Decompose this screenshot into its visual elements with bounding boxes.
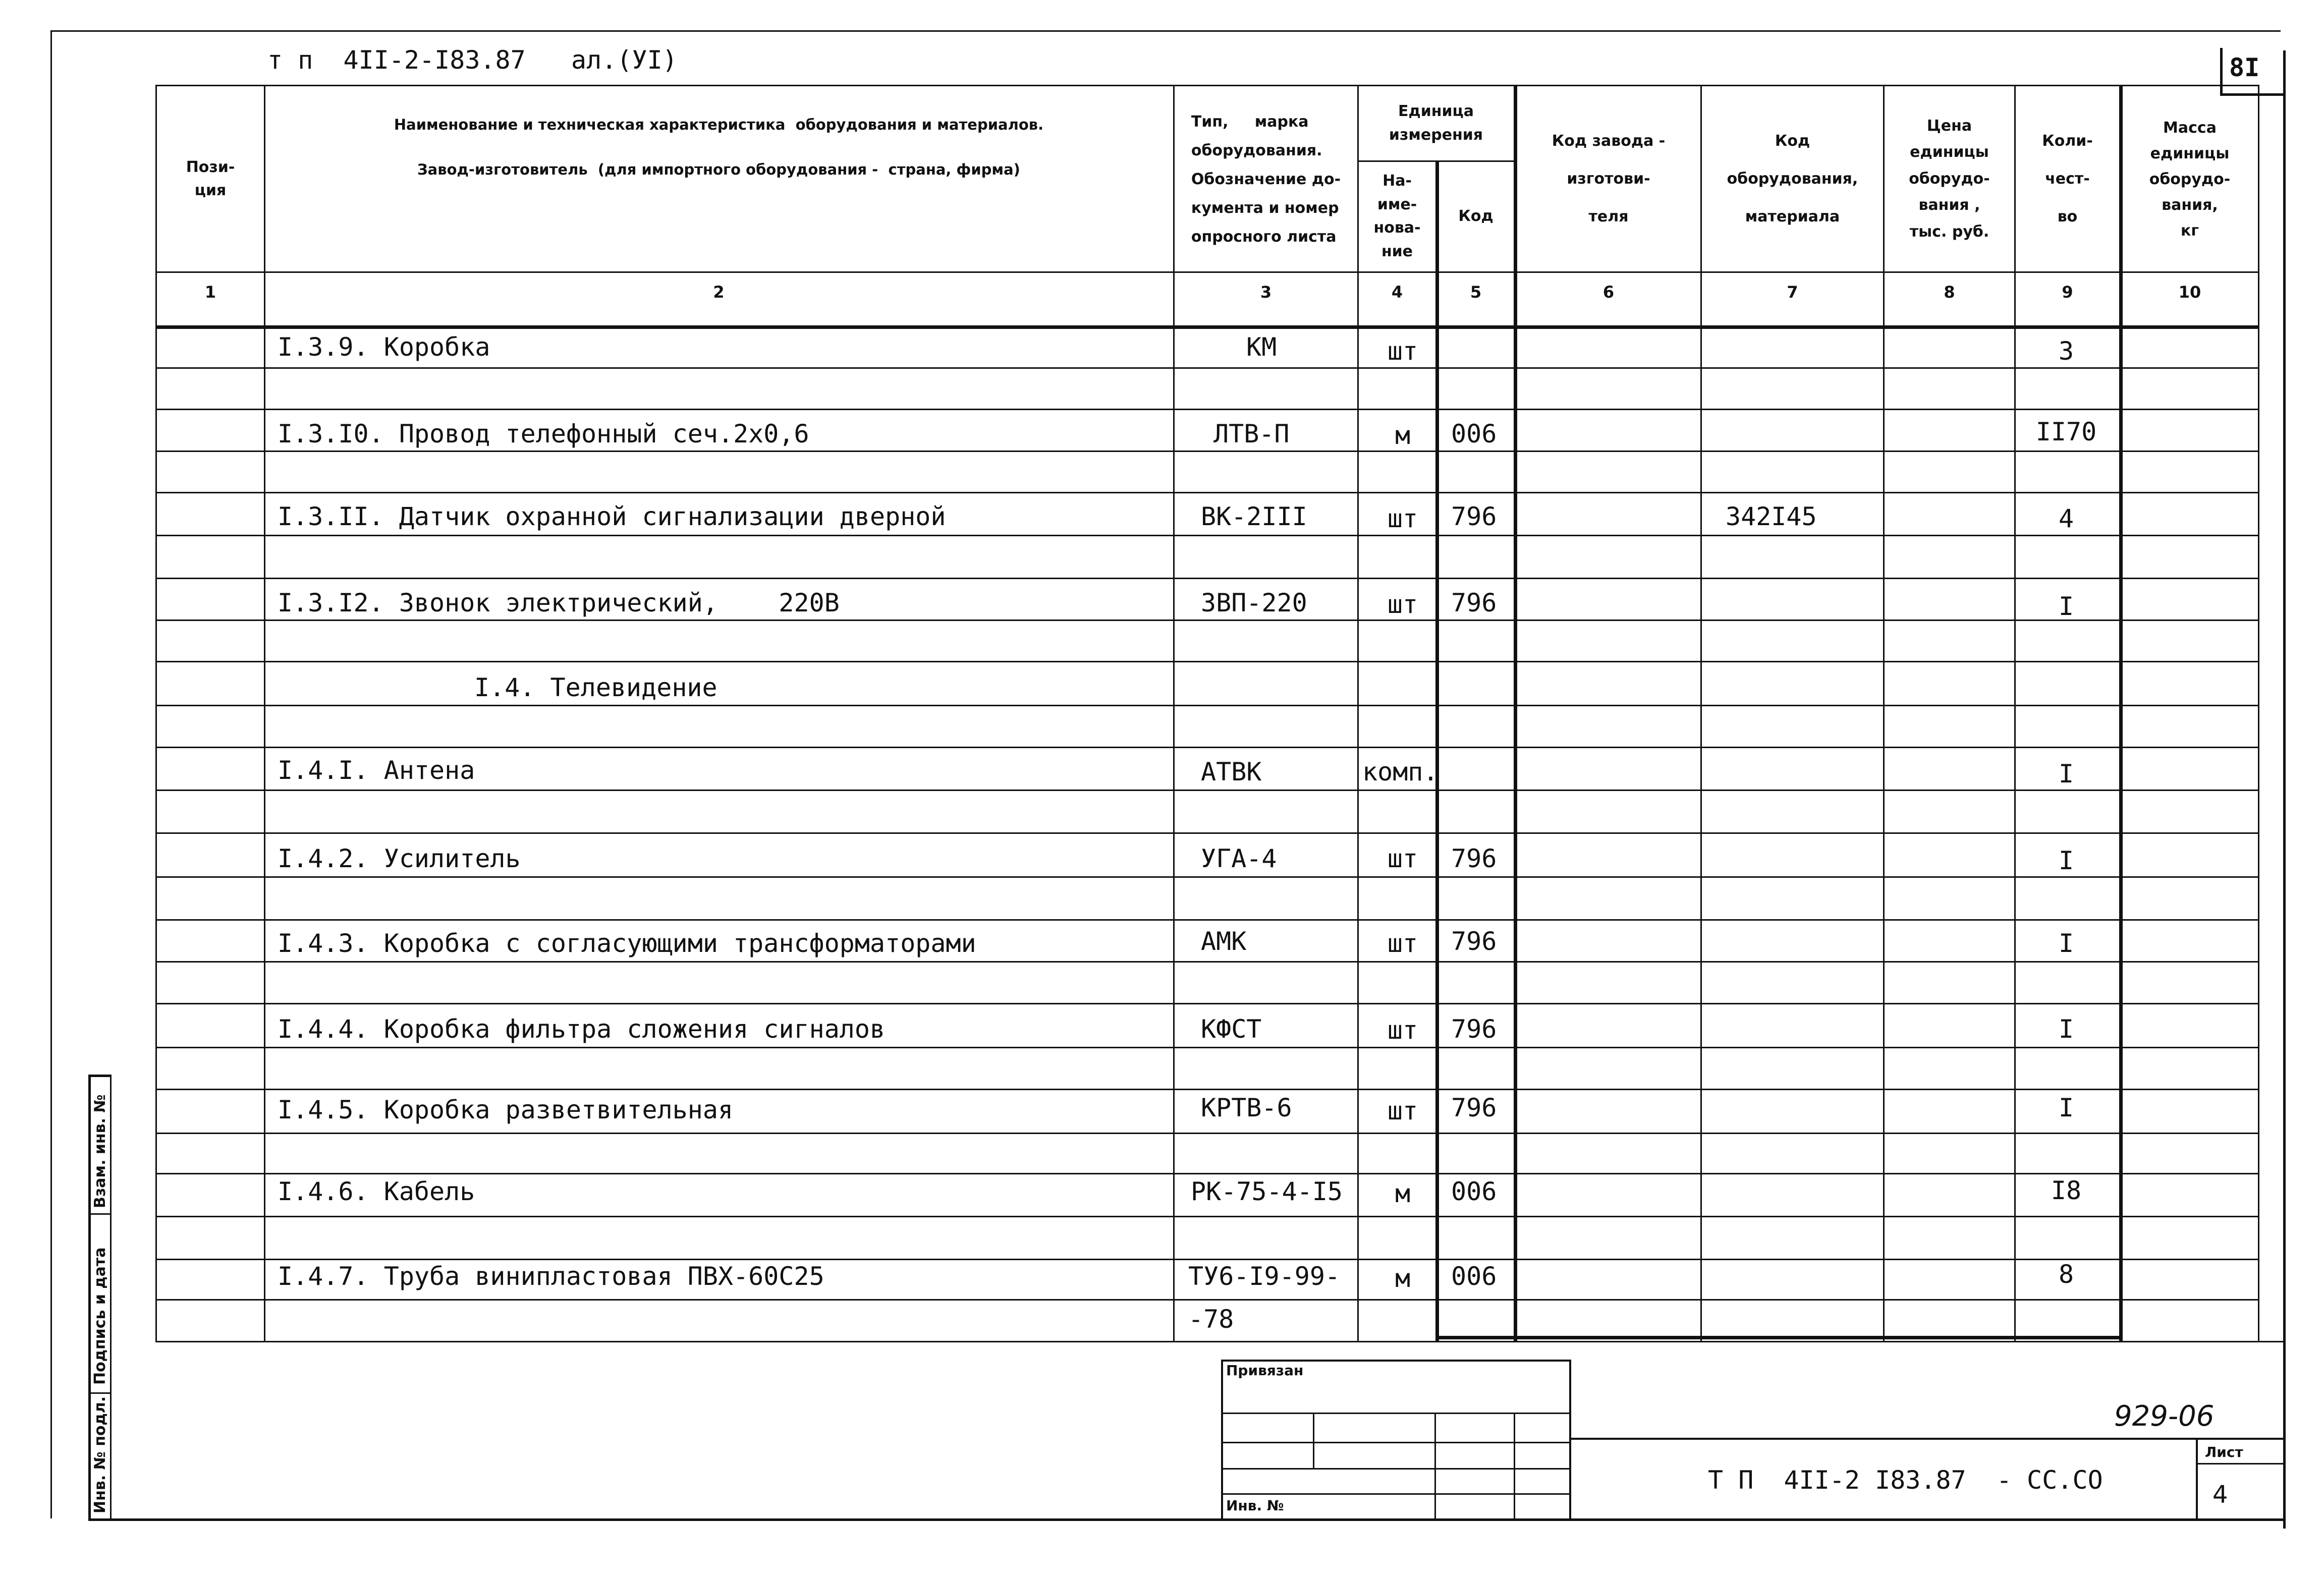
table-row-unit: шт xyxy=(1387,590,1418,619)
table-row-type: КФСТ xyxy=(1201,1014,1262,1044)
col-header-mass: Масса единицы оборудо- вания, кг xyxy=(2149,119,2231,240)
table-row-quantity: 8 xyxy=(2058,1260,2074,1289)
table-row-unit: шт xyxy=(1387,929,1418,958)
document-code: Т П 4II-2 I83.87 - СС.СО xyxy=(1708,1465,2103,1495)
sheet-left-border xyxy=(50,30,52,1518)
table-row-type: КМ xyxy=(1246,332,1277,362)
table-row-code: 796 xyxy=(1451,502,1497,531)
col-number: 10 xyxy=(2178,283,2201,302)
table-row-unit: шт xyxy=(1387,504,1418,533)
table-row-unit: шт xyxy=(1387,1016,1418,1045)
sheet-number: 4 xyxy=(2212,1481,2228,1509)
table-row-name: I.3.I0. Провод телефонный сеч.2х0,6 xyxy=(278,419,809,448)
table-row-unit: м xyxy=(1395,421,1411,450)
table-row-code: 796 xyxy=(1451,1014,1497,1044)
sheet-right-border xyxy=(2283,50,2286,1529)
table-row-unit: шт xyxy=(1387,844,1418,873)
table-row-type: ЛТВ-П xyxy=(1213,419,1290,448)
inventory-number-label: Инв. № xyxy=(1226,1497,1284,1514)
page-number: 8I xyxy=(2229,53,2260,82)
doc-code-line xyxy=(1569,1438,2283,1440)
table-row-name: I.4.I. Антена xyxy=(278,756,475,785)
table-row-code: 796 xyxy=(1451,844,1497,873)
table-row-code: 796 xyxy=(1451,588,1497,617)
side-stamp-inventory-number: Инв. № подл. xyxy=(91,1396,109,1513)
table-row-quantity: 4 xyxy=(2058,504,2074,533)
table-row-name: I.4.4. Коробка фильтра сложения сигналов xyxy=(278,1014,886,1044)
col-header-quantity: Коли- чест- во xyxy=(2042,132,2093,226)
col-number: 5 xyxy=(1470,283,1482,302)
table-row-code: 006 xyxy=(1451,1177,1497,1206)
table-row-type: ТУ6-I9-99- xyxy=(1188,1262,1341,1291)
binding-stamp-label: Привязан xyxy=(1226,1362,1304,1379)
table-row-type: АМК xyxy=(1201,927,1247,956)
table-row-name: I.4.3. Коробка с согласующими трансформаторами xyxy=(278,929,976,958)
table-row-name: I.3.I2. Звонок электрический, 220В xyxy=(278,588,840,617)
col-header-unit-code: Код xyxy=(1458,207,1493,225)
table-row-code: 006 xyxy=(1451,1262,1497,1291)
table-row-name: I.4.7. Труба винипластовая ПВХ-60С25 xyxy=(278,1262,824,1291)
side-stamp-signature-date: Подпись и дата xyxy=(91,1247,109,1385)
col-header-factory-code: Код завода - изготови- теля xyxy=(1552,132,1666,226)
table-row-code: 796 xyxy=(1451,1093,1497,1122)
table-row-type: АТВК xyxy=(1201,757,1262,786)
table-row-type: РК-75-4-I5 xyxy=(1191,1177,1343,1206)
col-header-material-code: Код оборудования, материала xyxy=(1727,132,1858,226)
col-header-unit-name: На- име- нова- ние xyxy=(1373,172,1421,260)
table-row-unit: комп. xyxy=(1362,757,1438,786)
table-row-code: 006 xyxy=(1451,419,1497,448)
table-row-type-continued: -78 xyxy=(1188,1305,1234,1334)
table-row-name: I.3.9. Коробка xyxy=(278,332,490,362)
col-number: 1 xyxy=(204,283,216,302)
table-row-quantity: I xyxy=(2058,929,2074,958)
table-row-quantity: II70 xyxy=(2035,417,2097,446)
table-row-code: 796 xyxy=(1451,927,1497,956)
table-row-unit: шт xyxy=(1387,1096,1418,1125)
sheet-bottom-border xyxy=(110,1518,2283,1521)
col-header-name: Наименование и техническая характеристика оборудования и материалов. Завод-изготовитель (для импортного оборудования - страна, фирма) xyxy=(394,116,1044,179)
table-row-quantity: I xyxy=(2058,846,2074,875)
table-row-type: УГА-4 xyxy=(1201,844,1277,873)
table-row-unit: м xyxy=(1395,1264,1411,1293)
table-row-quantity: I xyxy=(2058,759,2074,788)
table-row-quantity: I xyxy=(2058,592,2074,621)
col-number: 9 xyxy=(2062,283,2073,302)
table-row-unit: м xyxy=(1395,1179,1411,1208)
col-number: 8 xyxy=(1944,283,1955,302)
side-stamp-replacement-number: Взам. инв. № xyxy=(91,1094,109,1208)
table-row-name: I.4.6. Кабель xyxy=(278,1177,475,1206)
col-header-type: Тип, марка оборудования. Обозначение до- кумента и номер опросного листа xyxy=(1191,112,1341,246)
table-row-material-code: 342I45 xyxy=(1726,502,1817,531)
col-number: 7 xyxy=(1787,283,1798,302)
table-row-quantity: I8 xyxy=(2051,1176,2082,1205)
table-row-name: I.4.5. Коробка разветвительная xyxy=(278,1095,734,1124)
document-reference: т п 4II-2-I83.87 ал.(УI) xyxy=(267,45,678,75)
section-heading: I.4. Телевидение xyxy=(474,673,717,702)
col-number: 4 xyxy=(1391,283,1403,302)
title-block-top-line xyxy=(155,1341,2283,1342)
table-row-name: I.3.II. Датчик охранной сигнализации дверной xyxy=(278,502,946,531)
table-row-quantity: I xyxy=(2058,1014,2074,1044)
sheet-top-border xyxy=(50,30,2281,32)
table-row-unit: шт xyxy=(1387,336,1418,366)
col-number: 2 xyxy=(713,283,725,302)
col-header-unit-group: Единица измерения xyxy=(1389,102,1483,144)
table-row-quantity: I xyxy=(2058,1093,2074,1122)
table-row-name: I.4.2. Усилитель xyxy=(278,844,521,873)
table-row-type: ЗВП-220 xyxy=(1201,588,1307,617)
col-number: 3 xyxy=(1260,283,1272,302)
col-number: 6 xyxy=(1602,283,1615,302)
table-row-type: КРТВ-6 xyxy=(1201,1093,1292,1122)
table-row-type: ВК-2III xyxy=(1201,502,1307,531)
col-header-price: Цена единицы оборудо- вания , тыс. руб. xyxy=(1909,117,1990,241)
col-header-position: Пози- ция xyxy=(186,158,235,199)
table-row-quantity: 3 xyxy=(2058,336,2074,366)
project-number: 929-06 xyxy=(2114,1400,2215,1433)
sheet-label: Лист xyxy=(2205,1444,2243,1460)
